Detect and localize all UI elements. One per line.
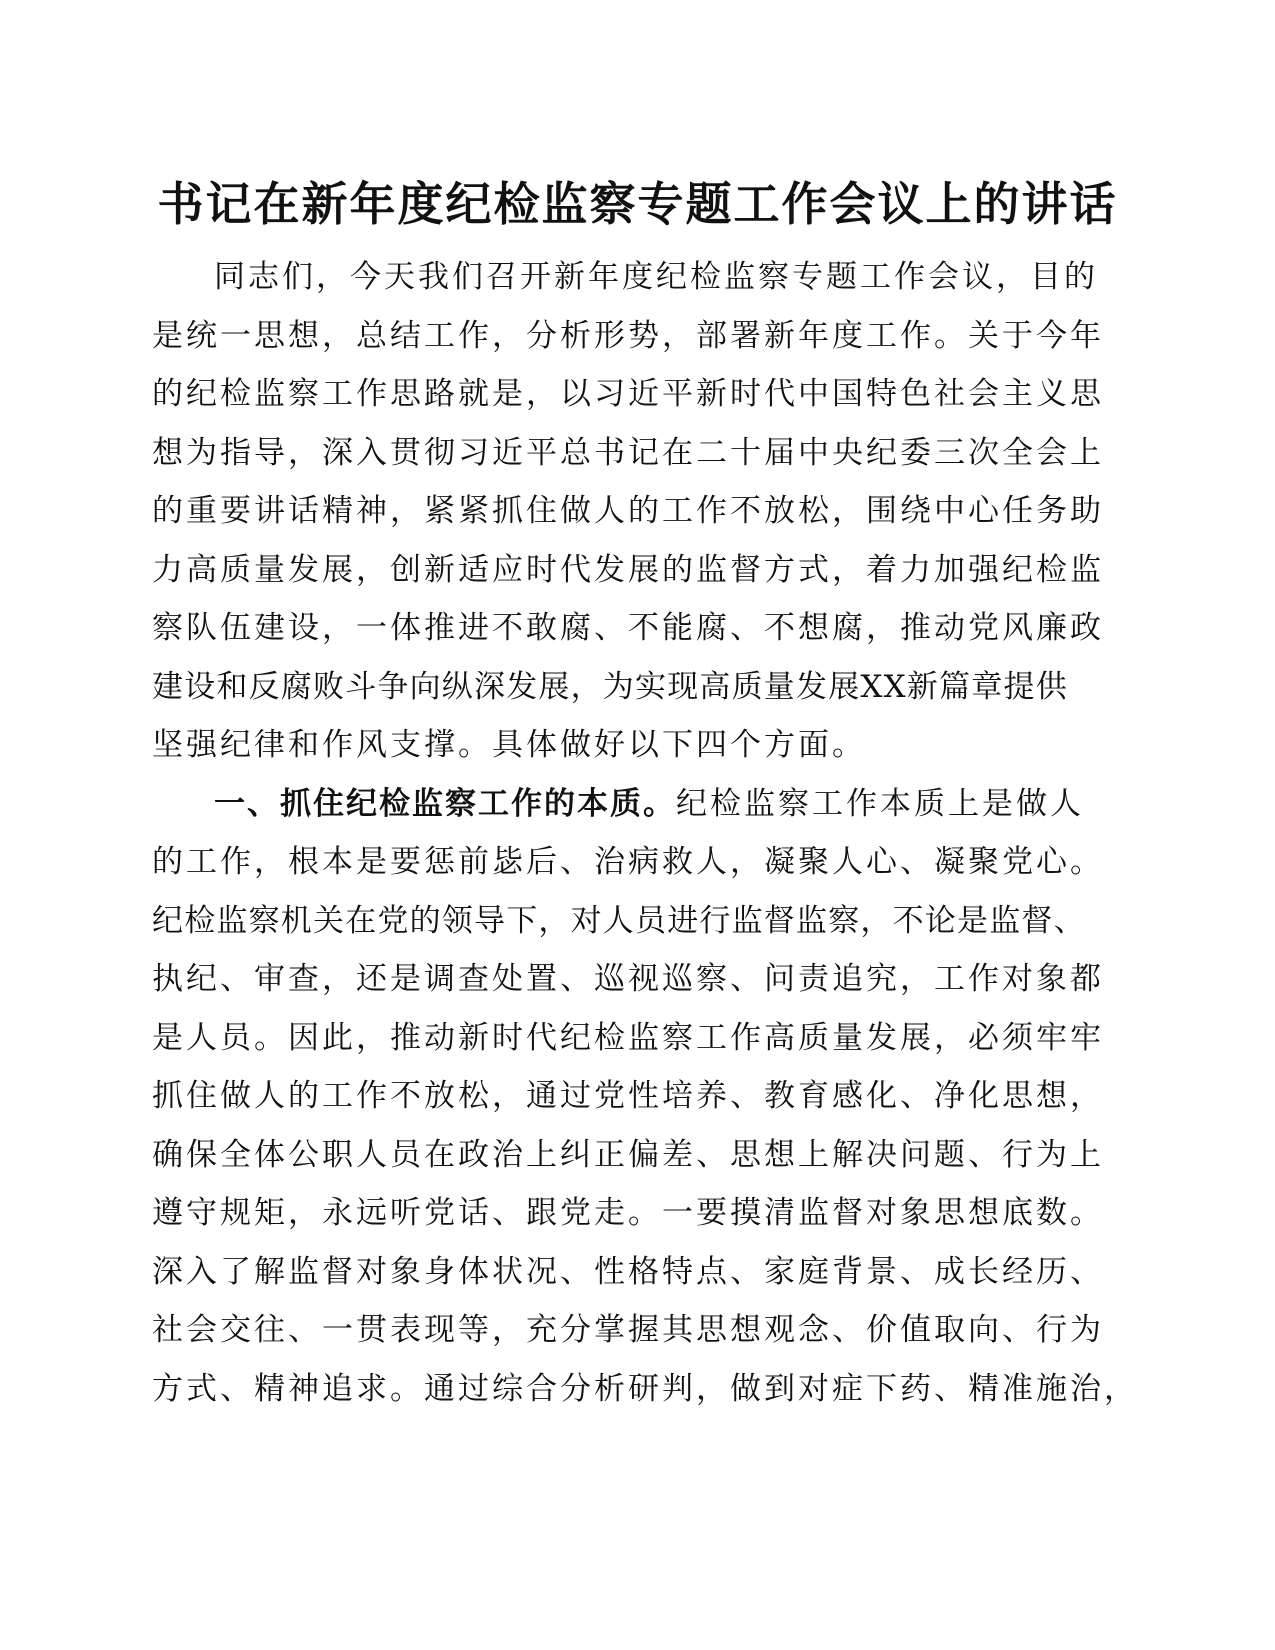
paragraph-line: 的工作，根本是要惩前毖后、治病救人，凝聚人心、凝聚党心。 xyxy=(152,844,1104,880)
paragraph-line: 深入了解监督对象身体状况、性格特点、家庭背景、成长经历、 xyxy=(152,1253,1104,1290)
paragraph-line: 确保全体公职人员在政治上纠正偏差、思想上解决问题、行为上 xyxy=(152,1136,1104,1173)
paragraph-line: 建设和反腐败斗争向纵深发展，为实现高质量发展XX新篇章提供 xyxy=(152,668,1068,705)
section-heading-rest: 纪检监察工作本质上是做人 xyxy=(676,785,1084,822)
paragraph-line: 遵守规矩，永远听党话、跟党走。一要摸清监督对象思想底数。 xyxy=(152,1195,1104,1231)
paragraph-line: 执纪、审查，还是调查处置、巡视巡察、问责追究，工作对象都 xyxy=(152,961,1104,997)
paragraph-line: 方式、精神追求。通过综合分析研判，做到对症下药、精准施治， xyxy=(152,1370,1138,1407)
paragraph-intro xyxy=(152,248,1127,775)
paragraph-line: 的重要讲话精神，紧紧抓住做人的工作不放松，围绕中心任务助 xyxy=(152,493,1104,529)
paragraph-line: 是人员。因此，推动新时代纪检监察工作高质量发展，必须牢牢 xyxy=(152,1019,1104,1056)
paragraph-line: 力高质量发展，创新适应时代发展的监督方式，着力加强纪检监 xyxy=(152,551,1104,588)
paragraph-line: 的纪检监察工作思路就是，以习近平新时代中国特色社会主义思 xyxy=(152,376,1104,412)
paragraph-line: 纪检监察机关在党的领导下，对人员进行监督监察，不论是监督、 xyxy=(152,902,1086,939)
paragraph-line: 坚强纪律和作风支撑。具体做好以下四个方面。 xyxy=(152,727,866,763)
paragraph-line: 抓住做人的工作不放松，通过党性培养、教育感化、净化思想， xyxy=(152,1078,1104,1114)
document-body xyxy=(152,248,1138,1418)
paragraph-line: 是统一思想，总结工作，分析形势，部署新年度工作。关于今年 xyxy=(152,317,1104,354)
section-heading-line xyxy=(152,775,1127,834)
paragraph-line: 想为指导，深入贯彻习近平总书记在二十届中央纪委三次全会上 xyxy=(152,434,1104,471)
paragraph-line: 社会交往、一贯表现等，充分掌握其思想观念、价值取向、行为 xyxy=(152,1312,1104,1348)
section-heading: 一、抓住纪检监察工作的本质。 xyxy=(214,785,676,822)
section-one xyxy=(152,775,1138,1419)
paragraph-line: 察队伍建设，一体推进不敢腐、不能腐、不想腐，推动党风廉政 xyxy=(152,610,1104,646)
document-title: 书记在新年度纪检监察专题工作会议上的讲话 xyxy=(157,177,1118,231)
paragraph-line: 同志们，今天我们召开新年度纪检监察专题工作会议，目的 xyxy=(214,259,1098,295)
